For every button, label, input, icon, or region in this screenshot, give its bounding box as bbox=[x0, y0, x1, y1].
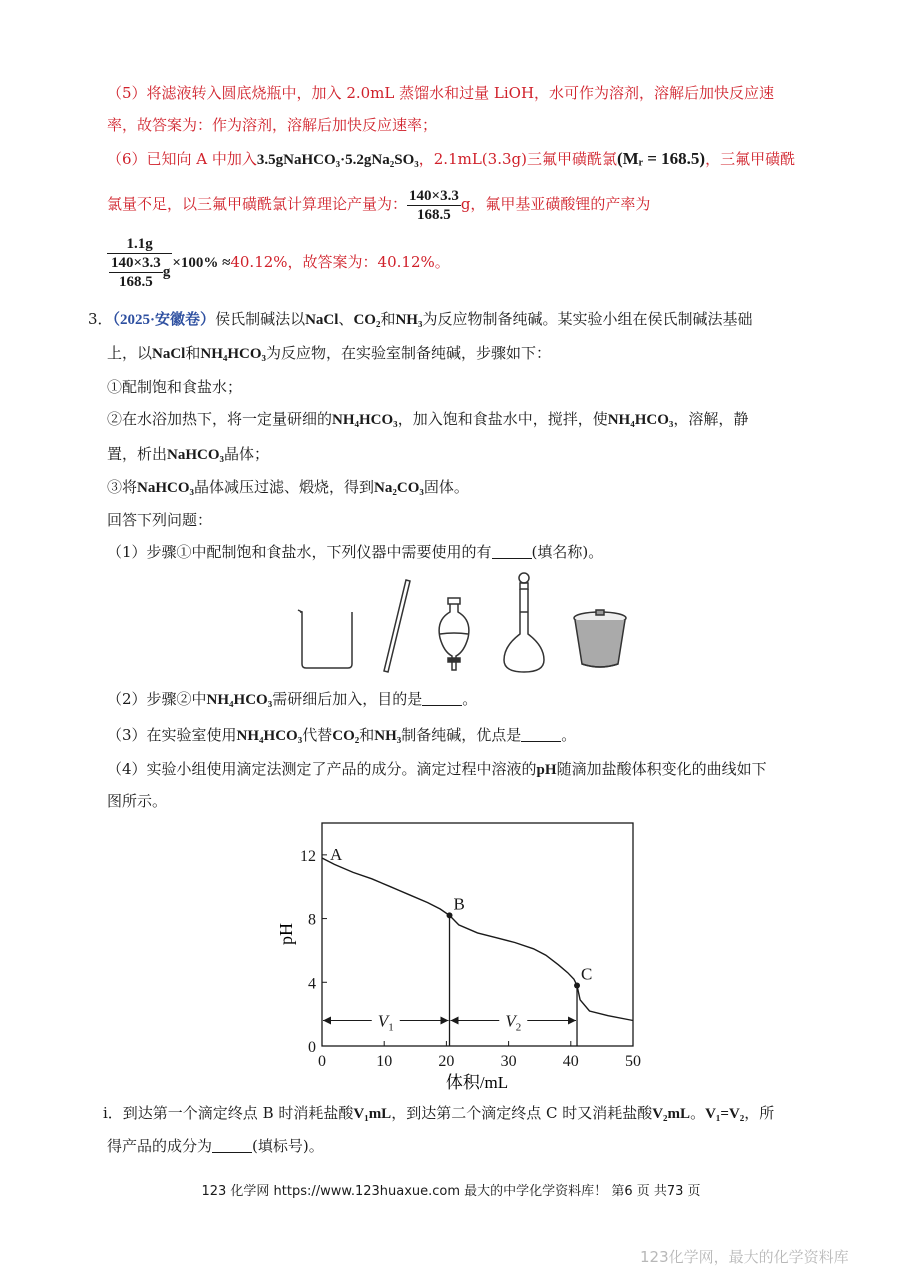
step-2-line1: ②在水浴加热下，将一定量研细的NH₄HCO₃，加入饱和食盐水中，搅拌，使NH₄HCO₃，溶解，静 bbox=[107, 410, 749, 428]
question-source: （2025·安徽卷） bbox=[112, 312, 216, 328]
sub-question-1: （1）步骤①中配制饱和食盐水，下列仪器中需要使用的有 (填名称)。 bbox=[107, 543, 604, 561]
point-c-label: C bbox=[581, 964, 593, 984]
x-tick-label: 40 bbox=[562, 1053, 579, 1070]
sub-question-4-line2: 图所示。 bbox=[107, 792, 168, 810]
x-tick-label: 10 bbox=[376, 1053, 393, 1070]
question-number: 3． bbox=[88, 310, 113, 328]
point-a-label: A bbox=[330, 844, 343, 864]
volumetric-flask-icon bbox=[504, 573, 544, 672]
answer-6-line3 bbox=[107, 232, 450, 293]
answer-6-line1 bbox=[107, 148, 795, 171]
arrowhead-left bbox=[323, 1017, 331, 1025]
answer-blank-3[interactable] bbox=[521, 727, 561, 742]
arrowhead-left bbox=[451, 1017, 459, 1025]
x-tick-label: 30 bbox=[500, 1053, 517, 1070]
x-tick-label: 20 bbox=[438, 1053, 455, 1070]
yield-fraction: 1.1g $\frac{140\times 3.3}{168.5}$ g bbox=[107, 235, 172, 291]
answer-6b-pre: 氯量不足，以三氟甲磺酰氯计算理论产量为： bbox=[107, 195, 408, 213]
answer-5-line2: 率，故答案为：作为溶剂，溶解后加快反应速率； bbox=[107, 116, 438, 134]
point-c-dot bbox=[574, 982, 580, 988]
beaker-icon bbox=[298, 610, 352, 668]
x-axis-label: 体积/mL bbox=[445, 1073, 509, 1092]
answer-blank-1[interactable] bbox=[492, 544, 532, 559]
separatory-funnel-icon bbox=[439, 598, 469, 670]
answer-blank-i[interactable] bbox=[212, 1138, 252, 1153]
answer-prompt: 回答下列问题： bbox=[107, 511, 213, 529]
answer-6-line2 bbox=[107, 184, 650, 224]
page-footer: 123 化学网 https://www.123huaxue.com 最大的中学化学资料库！ 第6 页 共73 页 bbox=[201, 1184, 701, 1199]
answer-6-pre: （6）已知向 A 中加入 bbox=[107, 150, 257, 168]
glass-rod-icon bbox=[384, 580, 410, 672]
step-1: ①配制饱和食盐水； bbox=[107, 378, 243, 396]
y-tick-label: 12 bbox=[300, 847, 316, 865]
question-3-intro-line1: 3．（2025·安徽卷）侯氏制碱法以NaCl、CO₂和NH₃为反应物制备纯碱。某实验小组在侯氏制碱法基础 bbox=[88, 310, 753, 328]
step-2-line2: 置，析出NaHCO₃晶体； bbox=[107, 445, 270, 463]
question-3-intro-line2: 上，以NaCl和NH₄HCO₃为反应物，在实验室制备纯碱，步骤如下： bbox=[107, 344, 552, 362]
percent-multiplier: ×100% ≈ bbox=[172, 255, 231, 271]
watermark: 123化学网，最大的化学资料库 bbox=[640, 1248, 849, 1266]
apparatus-row bbox=[290, 572, 670, 678]
arrowhead-right bbox=[441, 1017, 449, 1025]
answer-6c-post: 40.12%，故答案为：40.12%。 bbox=[230, 253, 450, 271]
point-b-dot bbox=[447, 912, 453, 918]
answer-6-mr: (Mᵣ = 168.5) bbox=[616, 149, 706, 168]
answer-6-reagents: 3.5gNaHCO₃·5.2gNa₂SO₃ bbox=[256, 152, 419, 168]
answer-6-post: ，三氟甲磺酰 bbox=[705, 150, 796, 168]
sub-question-i-line2: 得产品的成分为 (填标号)。 bbox=[107, 1137, 324, 1155]
y-tick-label: 4 bbox=[308, 975, 316, 993]
y-tick-label: 0 bbox=[308, 1039, 316, 1056]
plot-frame bbox=[322, 823, 633, 1046]
sub-question-2: （2）步骤②中NH₄HCO₃需研细后加入，目的是 。 bbox=[107, 690, 478, 708]
y-tick-label: 8 bbox=[308, 911, 316, 929]
answer-5-line1: （5）将滤液转入圆底烧瓶中，加入 2.0mL 蒸馏水和过量 LiOH，水可作为溶剂，溶解后加快反应速 bbox=[107, 84, 775, 102]
answer-blank-2[interactable] bbox=[422, 691, 462, 706]
ph-curve-line bbox=[322, 858, 633, 1021]
point-b-label: B bbox=[453, 894, 465, 914]
titration-chart bbox=[270, 812, 670, 1097]
x-tick-label: 0 bbox=[318, 1053, 326, 1070]
sub-question-i-line1: i．到达第一个滴定终点 B 时消耗盐酸V₁mL，到达第二个滴定终点 C 时又消耗盐酸V₂mL。V₁=V₂，所 bbox=[103, 1104, 775, 1122]
crucible-icon bbox=[574, 610, 626, 667]
interval-label: $V_2$ bbox=[505, 1011, 522, 1034]
sub-question-4-line1: （4）实验小组使用滴定法测定了产品的成分。滴定过程中溶液的pH随滴加盐酸体积变化的曲线如下 bbox=[107, 760, 767, 778]
theoretical-yield-fraction: $\frac{140\times 3.3}{168.5}$ bbox=[409, 187, 459, 223]
sub-question-3: （3）在实验室使用NH₄HCO₃代替CO₂和NH₃制备纯碱，优点是 。 bbox=[107, 726, 577, 744]
y-axis-label: pH bbox=[276, 923, 296, 945]
step-3: ③将NaHCO₃晶体减压过滤、煅烧，得到Na₂CO₃固体。 bbox=[107, 478, 469, 496]
interval-label: $V_1$ bbox=[377, 1011, 394, 1034]
answer-6b-post: g，氟甲基亚磺酸锂的产率为 bbox=[460, 195, 651, 213]
x-tick-label: 50 bbox=[625, 1053, 641, 1070]
arrowhead-right bbox=[568, 1017, 576, 1025]
answer-6-mid: ，2.1mL(3.3g)三氟甲磺酰氯 bbox=[418, 150, 617, 168]
